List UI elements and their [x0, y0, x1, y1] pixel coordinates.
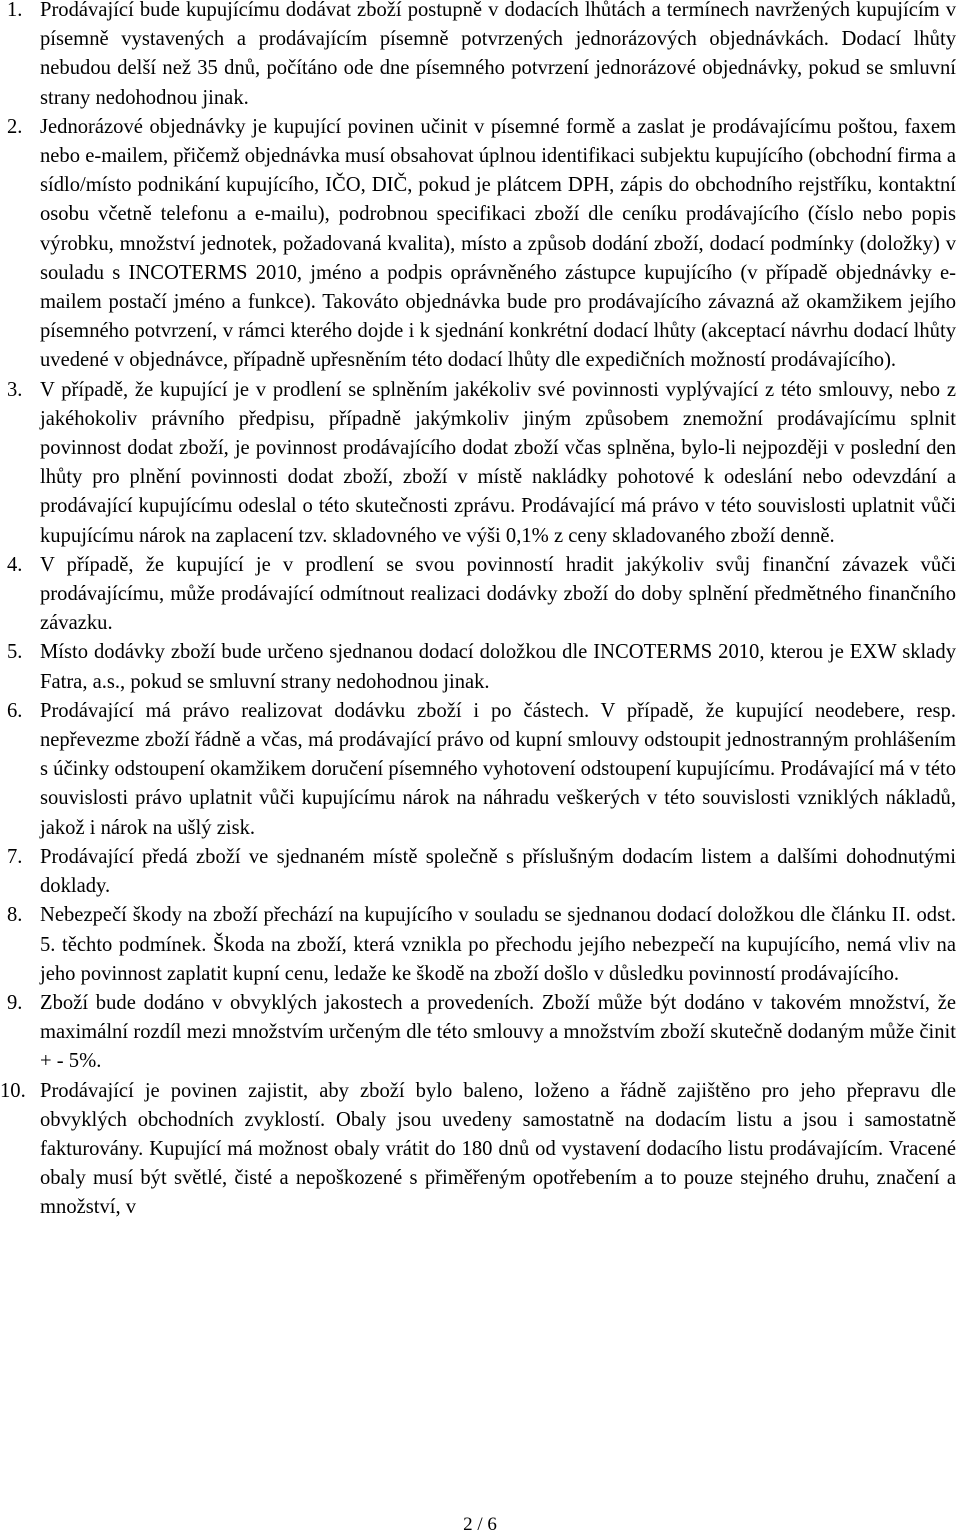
clause-text: V případě, že kupující je v prodlení se splněním jakékoliv své povinnosti vyplývající z této smlouvy, nebo z jakéhokoliv právního předpisu, případně jakýmkoliv jiným způsobem znemožní prodávajícímu splnit povinnost dodat zboží, je povinnost prodávajícího dodat zboží včas splněna, bylo-li nejpozději v poslední den lhůty pro plnění povinnosti dodat zboží, zboží v místě nakládky pohotové k odeslání nebo odevzdání a prodávající kupujícímu odeslal o této skutečnosti zprávu. Prodávající má právo v této souvislosti uplatnit vůči kupujícímu nárok na zaplacení tzv. skladovného ve výši 0,1% z ceny skladovaného zboží denně.	[40, 378, 956, 547]
clause-number: 9.	[7, 991, 23, 1014]
clause-number: 8.	[7, 904, 23, 927]
clause-9	[0, 989, 956, 1077]
clause-number: 2.	[7, 115, 23, 138]
clause-3	[0, 376, 956, 551]
clause-number: 10.	[0, 1079, 26, 1102]
clause-text: Prodávající předá zboží ve sjednaném místě společně s příslušným dodacím listem a dalšími dohodnutými doklady.	[40, 845, 956, 898]
clause-number: 1.	[7, 0, 23, 21]
clause-number: 4.	[7, 553, 23, 576]
clause-2	[0, 113, 956, 376]
clause-10	[0, 1077, 956, 1223]
clause-7	[0, 843, 956, 901]
clause-text: Prodávající má právo realizovat dodávku zboží i po částech. V případě, že kupující neodebere, resp. nepřevezme zboží řádně a včas, má prodávající právo od kupní smlouvy odstoupit jednostranným prohlášením s účinky odstoupení okamžikem doručení písemného vyhotovení odstoupení kupujícímu. Prodávající má v této souvislosti právo uplatnit vůči kupujícímu nárok na náhradu veškerých v této souvislosti vzniklých nákladů, jakož i nárok na ušlý zisk.	[40, 699, 956, 839]
clause-number: 7.	[7, 845, 23, 868]
clause-number: 5.	[7, 641, 23, 664]
clause-text: Zboží bude dodáno v obvyklých jakostech a provedeních. Zboží může být dodáno v takovém množství, že maximální rozdíl mezi množstvím určeným dle této smlouvy a množstvím zboží skutečně dodaným může činit + - 5%.	[40, 991, 956, 1073]
clause-8	[0, 901, 956, 989]
clause-text: Jednorázové objednávky je kupující povinen učinit v písemné formě a zaslat je prodávajícímu poštou, faxem nebo e-mailem, přičemž objednávka musí obsahovat úplnou identifikaci subjektu kupujícího (obchodní firma a sídlo/místo podnikání kupujícího, IČO, DIČ, pokud je plátcem DPH, zápis do obchodního rejstříku, kontaktní osobu včetně telefonu a e-mailu), podrobnou specifikaci zboží dle ceníku prodávajícího (číslo nebo popis výrobku, množství jednotek, požadovaná kvalita), místo a způsob dodání zboží, dodací podmínky (doložky) v souladu s INCOTERMS 2010, jméno a podpis oprávněného zástupce kupujícího (v případě objednávky e-mailem postačí jméno a funkce). Takováto objednávka bude pro prodávajícího závazná až okamžikem jejího písemného potvrzení, v rámci kterého dojde i k sjednání konkrétní dodací lhůty (akceptací návrhu dodací lhůty uvedené v objednávce, případně upřesněním této dodací lhůty dle expedičních možností prodávajícího).	[40, 115, 956, 372]
clause-4	[0, 551, 956, 639]
clause-1	[0, 0, 956, 113]
clause-5	[0, 638, 956, 696]
clause-6	[0, 697, 956, 843]
clause-text: Prodávající bude kupujícímu dodávat zboží postupně v dodacích lhůtách a termínech navržených kupujícím v písemně vystavených a prodávajícím písemně potvrzených jednorázových objednávkách. Dodací lhůty nebudou delší než 35 dnů, počítáno ode dne písemného potvrzení jednorázové objednávky, pokud se smluvní strany nedohodnou jinak.	[40, 0, 956, 109]
clause-text: Prodávající je povinen zajistit, aby zboží bylo baleno, loženo a řádně zajištěno pro jeho přepravu dle obvyklých obchodních zvyklostí. Obaly jsou uvedeny samostatně na dodacím listu a jsou i samostatně fakturovány. Kupující má možnost obaly vrátit do 180 dnů od vystavení dodacího listu prodávajícím. Vracené obaly musí být světlé, čisté a nepoškozené s přiměřeným opotřebením a to pouze stejného druhu, značení a množství, v	[40, 1079, 956, 1219]
page-number: 2 / 6	[463, 1514, 497, 1535]
clause-number: 6.	[7, 699, 23, 722]
clause-number: 3.	[7, 378, 23, 401]
clause-text: Místo dodávky zboží bude určeno sjednanou dodací doložkou dle INCOTERMS 2010, kterou je EXW sklady Fatra, a.s., pokud se smluvní strany nedohodnou jinak.	[40, 641, 956, 693]
clause-text: Nebezpečí škody na zboží přechází na kupujícího v souladu se sjednanou dodací doložkou dle článku II. odst. 5. těchto podmínek. Škoda na zboží, která vznikla po přechodu jejího nebezpečí na kupujícího, nemá vliv na jeho povinnost zaplatit kupní cenu, ledaže ke škodě na zboží došlo v důsledku povinností prodávajícího.	[40, 904, 956, 985]
clause-text: V případě, že kupující je v prodlení se svou povinností hradit jakýkoliv svůj finanční závazek vůči prodávajícímu, může prodávající odmítnout realizaci dodávky zboží do doby splnění předmětného finančního závazku.	[40, 553, 956, 635]
